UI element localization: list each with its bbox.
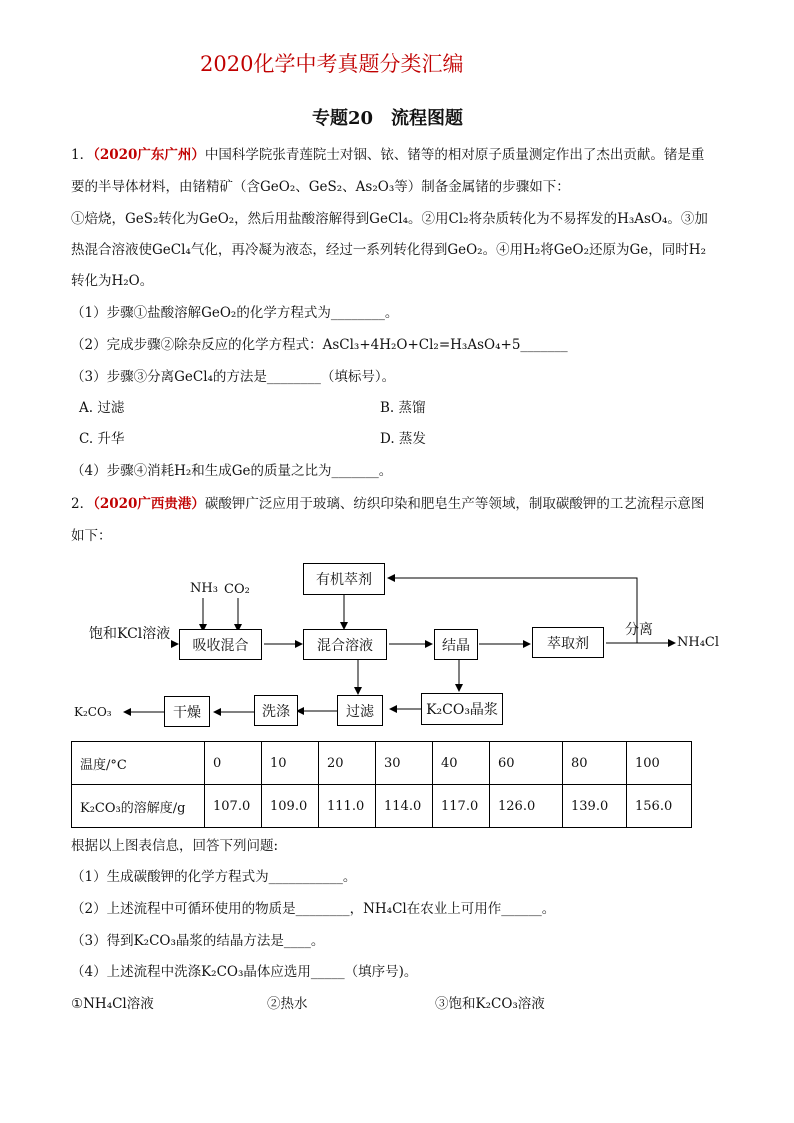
q1-sub3: （3）步骤③分离GeCl₄的方法是________（填标号）。 [71,369,396,385]
box-filter: 过滤 [337,695,383,726]
table-cell: 20 [319,742,376,785]
table-row [72,742,692,785]
q1-option-b: B. 蒸馏 [380,400,426,416]
q2-sub4: （4）上述流程中洗涤K₂CO₃晶体应选用_____（填序号)。 [71,964,418,980]
table-cell: 30 [376,742,433,785]
label-co2: CO₂ [224,582,250,597]
solubility-table [71,741,692,828]
table-cell: 117.0 [433,785,490,828]
document-title: 2020化学中考真题分类汇编 [200,52,464,76]
q1-sub4: （4）步骤④消耗H₂和生成Ge的质量之比为_______。 [71,463,393,479]
q1-sub2: （2）完成步骤②除杂反应的化学方程式：AsCl₃+4H₂O+Cl₂=H₃AsO₄+5_______ [71,337,568,353]
box-k2co3-slurry: K₂CO₃晶浆 [421,693,503,725]
table-cell-header: 温度/°C [72,742,205,785]
table-row [72,785,692,828]
q1-steps-line1: ①焙烧，GeS₂转化为GeO₂，然后用盐酸溶解得到GeCl₄。②用Cl₂将杂质转化为不易挥发的H₃AsO₄。③加 [71,211,708,227]
q2-source: （2020广西贵港） [93,496,205,512]
q1-steps-line2: 热混合溶液使GeCl₄气化，再冷凝为液态，经过一系列转化得到GeO₂。④用H₂将GeO₂还原为Ge，同时H₂ [71,242,706,258]
q1-sub1: （1）步骤①盐酸溶解GeO₂的化学方程式为________。 [71,305,399,321]
q1-option-d: D. 蒸发 [380,431,426,447]
table-cell: 0 [205,742,262,785]
q2-prompt: 根据以上图表信息，回答下列问题: [71,838,279,854]
table-cell: 60 [490,742,563,785]
label-nh4cl: NH₄Cl [677,635,720,650]
table-cell: 109.0 [262,785,319,828]
q1-intro-line1: 1．（2020广东广州）中国科学院张青莲院士对铟、铱、锗等的相对原子质量测定作出了杰出贡献。锗是重 [71,147,705,163]
table-cell: 100 [627,742,692,785]
box-mixed-solution: 混合溶液 [303,629,387,660]
box-absorb-mix: 吸收混合 [179,629,262,660]
q2-option-2: ②热水 [267,996,308,1012]
q2-sub3: （3）得到K₂CO₃晶浆的结晶方法是____。 [71,933,325,949]
q1-steps-line3: 转化为H₂O。 [71,273,154,289]
table-cell: 126.0 [490,785,563,828]
q2-intro-line2: 如下： [71,528,112,544]
table-cell: 40 [433,742,490,785]
table-cell: 114.0 [376,785,433,828]
q1-option-a: A. 过滤 [79,400,125,416]
box-extractant: 萃取剂 [532,627,604,658]
q1-option-c: C. 升华 [79,431,125,447]
label-k2co3-product: K₂CO₃ [74,705,112,719]
q2-sub2: （2）上述流程中可循环使用的物质是________，NH₄Cl在农业上可用作______。 [71,901,556,917]
table-cell: 156.0 [627,785,692,828]
q2-option-1: ①NH₄Cl溶液 [71,996,154,1012]
label-separate: 分离 [625,622,653,638]
table-cell: 111.0 [319,785,376,828]
box-dry: 干燥 [164,696,210,727]
label-kcl-feed: 饱和KCl溶液 [89,626,171,642]
table-cell: 10 [262,742,319,785]
q2-intro-line1: 2．（2020广西贵港）碳酸钾广泛应用于玻璃、纺织印染和肥皂生产等领域，制取碳酸钾的工艺流程示意图 [71,496,705,512]
q2-option-3: ③饱和K₂CO₃溶液 [435,996,545,1012]
q1-intro-line2: 要的半导体材料，由锗精矿（含GeO₂、GeS₂、As₂O₃等）制备金属锗的步骤如下： [71,179,570,195]
box-organic-extractant: 有机萃剂 [303,563,385,595]
table-cell: 107.0 [205,785,262,828]
topic-heading: 专题20 流程图题 [312,108,464,129]
q1-source: （2020广东广州） [93,147,205,163]
box-crystallize: 结晶 [434,629,478,660]
table-cell: 139.0 [563,785,627,828]
label-nh3: NH₃ [190,581,218,596]
table-cell: 80 [563,742,627,785]
table-cell-header: K₂CO₃的溶解度/g [72,785,205,828]
box-wash: 洗涤 [254,695,298,726]
q2-sub1: （1）生成碳酸钾的化学方程式为___________。 [71,869,357,885]
